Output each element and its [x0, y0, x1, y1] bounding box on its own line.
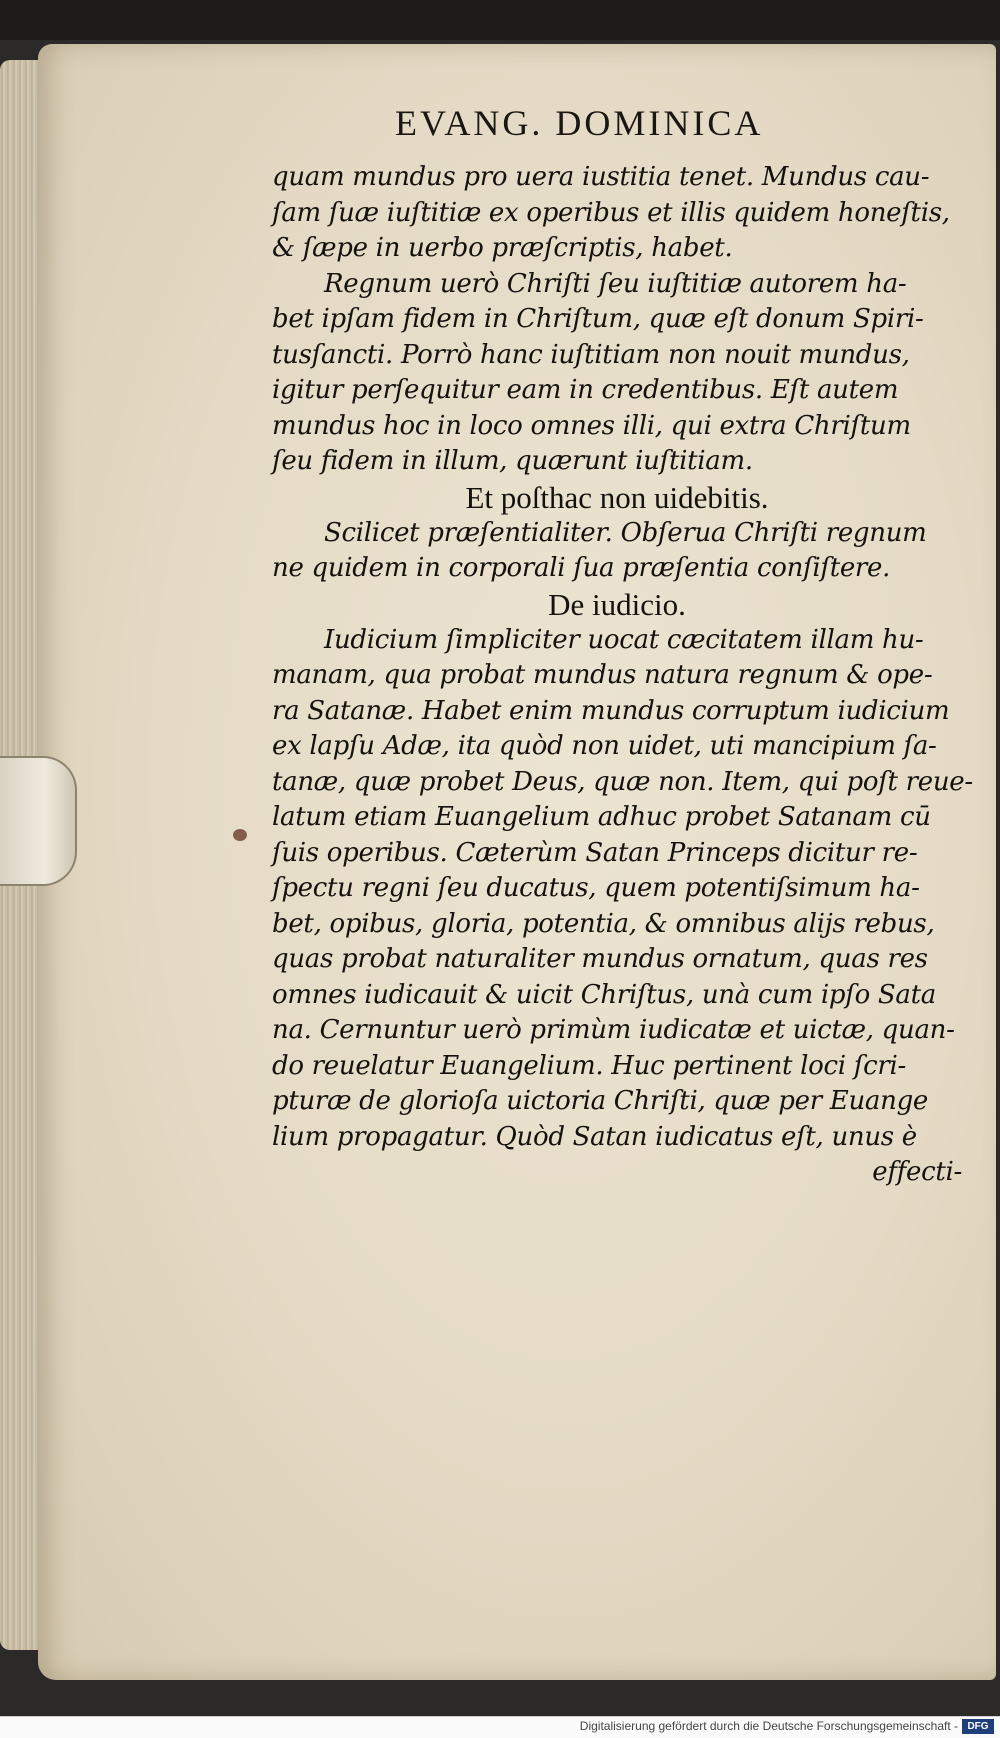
text-line: Scilicet præſentialiter. Obſerua Chriſti regnum [324, 517, 927, 548]
text-line: ra Satanæ. Habet enim mundus corruptum iudicium [272, 695, 950, 726]
text-line: quas probat naturaliter mundus ornatum, quas res [272, 944, 928, 974]
text-line: Iudicium ſimpliciter uocat cæcitatem illam hu- [324, 624, 924, 655]
text-line: ne quidem in corporali ſua præſentia conſiſtere. [272, 553, 891, 583]
text-line: latum etiam Euangelium adhuc probet Satanam cū [272, 802, 931, 832]
book-clasp [0, 756, 77, 886]
text-line: na. Cernuntur uerò primùm iudicatæ et uictæ, quan- [272, 1015, 955, 1045]
section-heading: De iudicio. [548, 586, 686, 622]
text-line: & ſæpe in uerbo præſcriptis, habet. [272, 233, 733, 263]
text-line: lium propagatur. Quòd Satan iudicatus eſt, unus è [272, 1121, 917, 1152]
text-line: ſeu fidem in illum, quærunt iuſtitiam. [272, 446, 753, 476]
text-line: ſpectu regni ſeu ducatus, quem potentiſsimum ha- [272, 873, 920, 903]
dfg-logo-icon: DFG [962, 1719, 994, 1734]
text-line: effecti- [872, 1157, 962, 1187]
funding-credit: Digitalisierung gefördert durch die Deutsche Forschungsgemeinschaft - [579, 1719, 958, 1733]
text-line: do reuelatur Euangelium. Huc pertinent loci ſcri- [272, 1050, 906, 1081]
text-line: bet ipſam fidem in Chriſtum, quæ eſt donum Spiri- [272, 304, 924, 334]
text-line: manam, qua probat mundus natura regnum & ope- [272, 660, 933, 690]
digitization-footer [0, 1716, 1000, 1738]
text-line: bet, opibus, gloria, potentia, & omnibus alijs rebus, [272, 908, 935, 939]
text-block [272, 160, 973, 1191]
text-line: tusſancti. Porrò hanc iuſtitiam non nouit mundus, [272, 339, 910, 370]
text-line: tanæ, quæ probet Deus, quæ non. Item, qui poſt reue- [272, 766, 973, 797]
text-line: mundus hoc in loco omnes illi, qui extra Chriſtum [272, 410, 911, 441]
running-head: EVANG. DOMINICA [395, 103, 764, 143]
text-line: pturæ de glorioſa uictoria Chriſti, quæ per Euange [272, 1086, 929, 1116]
scan-background-top [0, 0, 1000, 40]
text-line: igitur perſequitur eam in credentibus. Eſt autem [272, 375, 899, 405]
text-line: ex lapſu Adæ, ita quòd non uidet, uti mancipium ſa- [272, 731, 937, 761]
section-heading: Et poſthac non uidebitis. [465, 479, 769, 515]
ink-stain [233, 829, 247, 841]
text-line: omnes iudicauit & uicit Chriſtus, unà cum ipſo Sata [272, 979, 936, 1010]
text-line: quam mundus pro uera iustitia tenet. Mundus cau- [272, 162, 930, 192]
text-line: ſuis operibus. Cæterùm Satan Princeps dicitur re- [272, 837, 918, 868]
text-line: Regnum uerò Chriſti ſeu iuſtitiæ autorem ha- [324, 268, 907, 299]
text-line: ſam ſuæ iuſtitiæ ex operibus et illis quidem honeſtis, [272, 197, 950, 228]
